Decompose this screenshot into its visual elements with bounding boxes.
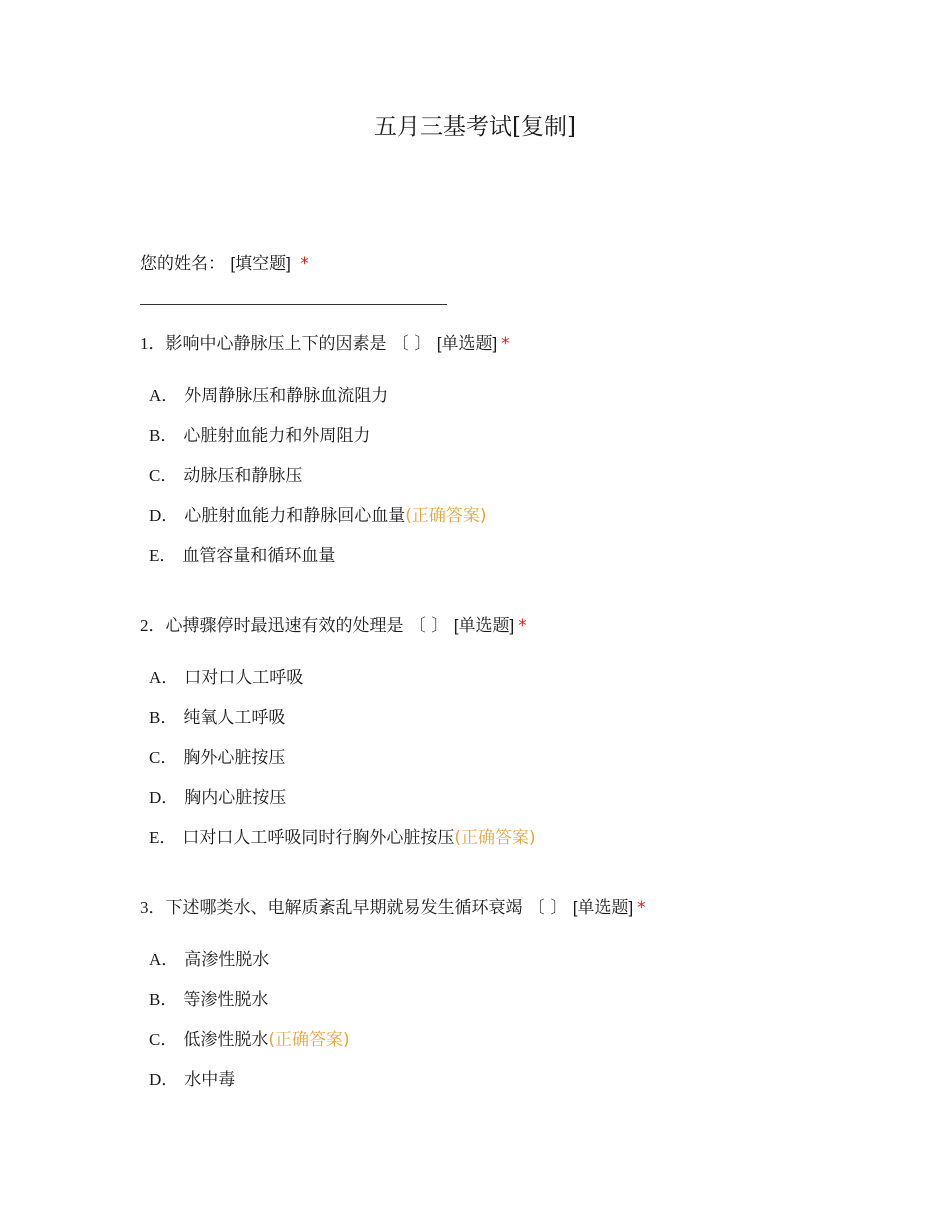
name-question bbox=[140, 250, 447, 305]
option-letter: D． bbox=[149, 788, 179, 807]
correct-answer-note: (正确答案) bbox=[268, 1030, 350, 1050]
option-a[interactable] bbox=[140, 376, 510, 416]
option-a[interactable] bbox=[140, 658, 536, 698]
question-1 bbox=[140, 330, 510, 576]
name-answer-line[interactable] bbox=[140, 304, 447, 305]
required-mark: * bbox=[637, 898, 646, 918]
page-title: 五月三基考试[复制] bbox=[374, 114, 576, 140]
required-mark: * bbox=[501, 334, 510, 354]
option-c[interactable] bbox=[140, 456, 510, 496]
option-text: 高渗性脱水 bbox=[184, 950, 270, 970]
question-text: 影响中心静脉压上下的因素是 〔 〕 bbox=[165, 334, 432, 354]
option-e[interactable] bbox=[140, 536, 510, 576]
option-b[interactable] bbox=[140, 416, 510, 456]
option-text: 胸内心脏按压 bbox=[184, 788, 287, 808]
correct-answer-note: (正确答案) bbox=[454, 828, 536, 848]
option-letter: E． bbox=[149, 546, 177, 565]
option-text: 等渗性脱水 bbox=[183, 990, 269, 1010]
question-number: 2． bbox=[140, 616, 166, 635]
option-a[interactable] bbox=[140, 940, 646, 980]
option-text: 纯氧人工呼吸 bbox=[183, 708, 286, 728]
option-letter: C． bbox=[149, 466, 178, 485]
option-d[interactable] bbox=[140, 496, 510, 536]
option-text: 外周静脉压和静脉血流阻力 bbox=[184, 386, 389, 406]
option-d[interactable] bbox=[140, 778, 536, 818]
question-3 bbox=[140, 894, 646, 1100]
option-letter: D． bbox=[149, 1070, 179, 1089]
option-c[interactable] bbox=[140, 1020, 646, 1060]
option-text: 胸外心脏按压 bbox=[183, 748, 286, 768]
question-number: 3． bbox=[140, 898, 166, 917]
option-text: 心脏射血能力和外周阻力 bbox=[183, 426, 371, 446]
option-b[interactable] bbox=[140, 698, 536, 738]
question-text: 下述哪类水、电解质紊乱早期就易发生循环衰竭 〔 〕 bbox=[165, 898, 568, 918]
question-type: [单选题] bbox=[453, 616, 515, 635]
option-letter: A． bbox=[149, 668, 179, 687]
question-title bbox=[140, 612, 536, 640]
option-letter: C． bbox=[149, 748, 178, 767]
option-list bbox=[140, 658, 536, 858]
option-text: 低渗性脱水 bbox=[183, 1030, 269, 1050]
name-question-label bbox=[140, 250, 447, 278]
required-mark: * bbox=[518, 616, 527, 636]
required-mark: * bbox=[300, 254, 309, 274]
option-text: 口对口人工呼吸 bbox=[184, 668, 304, 688]
question-number: 1． bbox=[140, 334, 166, 353]
option-d[interactable] bbox=[140, 1060, 646, 1100]
option-list bbox=[140, 376, 510, 576]
option-letter: E． bbox=[149, 828, 177, 847]
option-c[interactable] bbox=[140, 738, 536, 778]
option-letter: A． bbox=[149, 386, 179, 405]
question-text: 心搏骤停时最迅速有效的处理是 〔 〕 bbox=[165, 616, 449, 636]
option-text: 心脏射血能力和静脉回心血量 bbox=[184, 506, 406, 526]
option-b[interactable] bbox=[140, 980, 646, 1020]
option-text: 动脉压和静脉压 bbox=[183, 466, 303, 486]
option-text: 血管容量和循环血量 bbox=[182, 546, 336, 566]
option-letter: B． bbox=[149, 426, 178, 445]
name-label: 您的姓名： bbox=[140, 254, 225, 274]
question-title bbox=[140, 894, 646, 922]
option-letter: C． bbox=[149, 1030, 178, 1049]
option-letter: A． bbox=[149, 950, 179, 969]
question-type: [填空题] bbox=[230, 254, 291, 273]
option-letter: B． bbox=[149, 708, 178, 727]
option-list bbox=[140, 940, 646, 1100]
question-type: [单选题] bbox=[436, 334, 498, 353]
correct-answer-note: (正确答案) bbox=[405, 506, 487, 526]
question-title bbox=[140, 330, 510, 358]
option-letter: B． bbox=[149, 990, 178, 1009]
option-e[interactable] bbox=[140, 818, 536, 858]
option-text: 口对口人工呼吸同时行胸外心脏按压 bbox=[182, 828, 455, 848]
option-letter: D． bbox=[149, 506, 179, 525]
option-text: 水中毒 bbox=[184, 1070, 236, 1090]
question-type: [单选题] bbox=[572, 898, 634, 917]
question-2 bbox=[140, 612, 536, 858]
